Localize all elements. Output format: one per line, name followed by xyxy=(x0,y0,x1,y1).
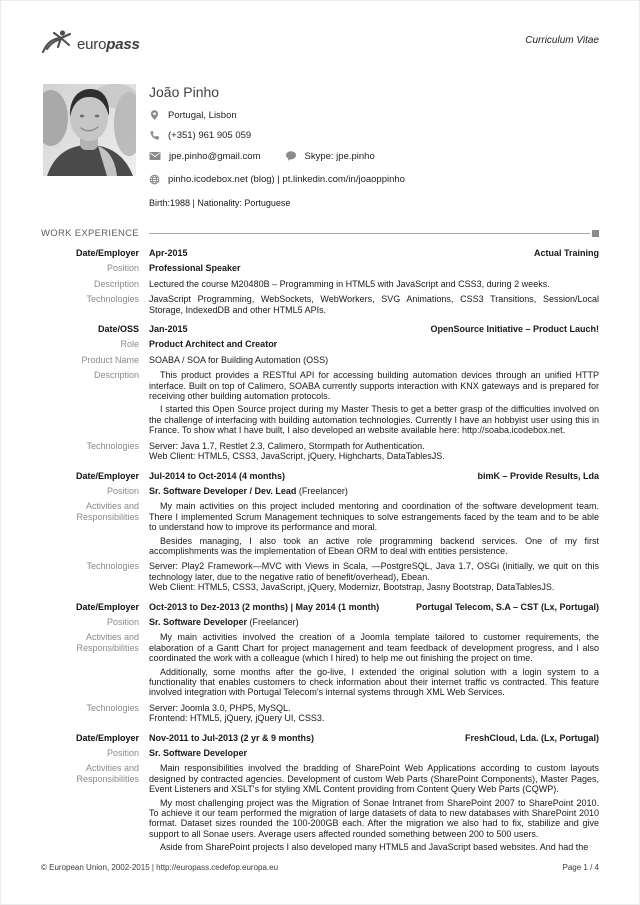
row-label: Technologies xyxy=(86,702,139,713)
globe-icon xyxy=(149,174,160,185)
work-experience-entry xyxy=(41,602,599,724)
row-label: Date/Employer xyxy=(75,601,139,612)
entry-date: Oct-2013 to Dez-2013 (2 months) | May 2014 (1 month) xyxy=(149,601,380,612)
profile-section xyxy=(43,84,599,208)
technology-line: Server: Joomla 3.0, PHP5, MySQL. xyxy=(149,702,291,713)
position-title: Professional Speaker xyxy=(149,263,241,274)
row-label: Role xyxy=(120,339,139,350)
work-experience-header xyxy=(41,228,599,239)
position-title: Sr. Software Developer xyxy=(149,616,248,627)
contact-location xyxy=(149,109,599,121)
paragraph: Aside from SharePoint projects I also developed many HTML5 and JavaScript based websites. And had the xyxy=(160,842,589,853)
entry-heading xyxy=(149,324,599,334)
row-label: Technologies xyxy=(86,440,139,451)
entry-row xyxy=(41,294,599,315)
speech-bubble-icon xyxy=(285,150,297,162)
entry-row xyxy=(41,561,599,592)
row-label: Date/Employer xyxy=(75,248,139,258)
footer-copyright: © European Union, 2002-2015 | http://europass.cedefop.europa.eu xyxy=(41,863,279,872)
paragraph: Besides managing, I also took an active role programming backend services. One of my first accomplishments was the implementation of Ebean ORM to deal with entities persistence. xyxy=(149,535,599,556)
row-label: Date/OSS xyxy=(97,324,139,335)
row-label: Position xyxy=(106,485,139,496)
contact-phone xyxy=(149,130,599,141)
entry-row xyxy=(41,501,599,556)
entry-heading xyxy=(149,471,599,481)
paragraph: My main activities on this project included mentoring and coordination of the software development team. There I implemented Scrum Management techniques to solve estrangements faced by the team and to be able to understand how to improve its performance and moral. xyxy=(149,501,599,533)
row-label: Product Name xyxy=(81,354,139,365)
entry-row xyxy=(41,703,599,724)
paragraph: This product provides a RESTful API for accessing building automation devices through an unified HTTP interface. Built on top of Calimero, SOABA currently supports interaction with KNX gateways and is prepared for receiving other building automation protocols. xyxy=(149,370,599,402)
work-experience-entry xyxy=(41,733,599,853)
row-content xyxy=(149,441,599,462)
row-content xyxy=(149,602,599,612)
row-content xyxy=(149,632,599,697)
row-label: Date/Employer xyxy=(75,470,139,481)
position-title: Sr. Software Developer xyxy=(149,748,248,759)
entry-row xyxy=(41,763,599,852)
row-content xyxy=(149,324,599,334)
row-content xyxy=(149,733,599,743)
row-content xyxy=(149,339,599,349)
entry-organization: Portugal Telecom, S.A – CST (Lx, Portugal) xyxy=(415,601,599,612)
entry-row xyxy=(41,486,599,496)
phone-text: (+351) 961 905 059 xyxy=(168,130,252,141)
technology-line: Web Client: HTML5, CSS3, JavaScript, jQuery, Highcharts, DataTablesJS. xyxy=(149,451,445,462)
entry-row xyxy=(41,602,599,612)
position-title: Sr. Software Developer / Dev. Lead xyxy=(149,485,297,496)
web-links-text: pinho.icodebox.net (blog) | pt.linkedin.com/in/joaoppinho xyxy=(168,174,405,185)
technology-line: Frontend: HTML5, jQuery, jQuery UI, CSS3. xyxy=(149,713,325,724)
contact-web xyxy=(149,174,599,185)
entry-row xyxy=(41,733,599,743)
row-content: SOABA / SOA for Building Automation (OSS) xyxy=(149,354,329,365)
row-content xyxy=(149,501,599,556)
row-content xyxy=(149,748,599,758)
birth-nationality-text: Birth:1988 | Nationality: Portuguese xyxy=(149,198,291,208)
paragraph: Main responsibilities involved the bradding of SharePoint Web Applications according to custom layouts designed by contracted agencies. Development of custom Web Parts (SharePoint Components), Master Pages, Event Listeners and XSLT's for styling XML Content providing from Content Query Web Parts (CQWP). xyxy=(149,763,599,795)
row-label: Activities and Responsibilities xyxy=(76,501,139,522)
footer-page-number: Page 1 / 4 xyxy=(562,863,599,872)
row-label: Description xyxy=(93,278,139,289)
entry-row xyxy=(41,617,599,627)
entry-row xyxy=(41,471,599,481)
work-experience-entry xyxy=(41,324,599,461)
section-end-square xyxy=(592,230,599,237)
technology-line: Server: Play2 Framework—MVC with Views in Scala, —PostgreSQL, Java 1.7, OSGi (initially, we quit on this technology later, due to the negative ratio of benefit/overhead), Ebean. xyxy=(149,561,599,582)
paragraph: Lectured the course M20480B – Programming in HTML5 with JavaScript and CSS3, during 2 weeks. xyxy=(149,278,550,289)
europass-star-icon xyxy=(41,29,75,60)
entry-row xyxy=(41,441,599,462)
row-content: Sr. Software Developer / Dev. Lead (Freelancer) xyxy=(149,485,348,496)
row-content xyxy=(149,279,599,289)
phone-icon xyxy=(149,130,160,141)
row-content xyxy=(149,294,599,315)
entry-row xyxy=(41,324,599,334)
row-content: Sr. Software Developer (Freelancer) xyxy=(149,616,299,627)
entry-organization: OpenSource Initiative – Product Lauch! xyxy=(430,324,599,335)
profile-photo xyxy=(43,84,136,176)
section-title: WORK EXPERIENCE xyxy=(41,228,139,239)
entry-date: Apr-2015 xyxy=(149,248,188,258)
map-pin-icon xyxy=(149,109,160,121)
row-content xyxy=(149,763,599,852)
section-divider-line xyxy=(149,233,590,234)
paragraph: I started this Open Source project during my Master Thesis to get a better grasp of the difficulties involved on the challenge of interfacing with building automation technologies. Currently I have an hobbyist user using this in France. To show what I have built, I also developed an website available here: http://soaba.icodebox.net. xyxy=(149,404,599,436)
document-type-label: Curriculum Vitae xyxy=(525,35,599,46)
row-content xyxy=(149,263,599,273)
profile-details xyxy=(149,84,599,208)
entry-row xyxy=(41,748,599,758)
europass-logo-text: europass xyxy=(77,36,140,53)
europass-logo xyxy=(41,29,140,60)
entry-row xyxy=(41,263,599,273)
skype-text: Skype: jpe.pinho xyxy=(304,150,375,162)
entry-row xyxy=(41,632,599,697)
entry-heading xyxy=(149,733,599,743)
entry-row xyxy=(41,339,599,349)
profile-name: João Pinho xyxy=(149,84,220,100)
page-header xyxy=(41,29,599,60)
page-footer xyxy=(41,863,599,872)
row-content xyxy=(149,561,599,592)
entry-heading xyxy=(149,602,599,612)
row-label: Position xyxy=(106,748,139,759)
work-experience-entry xyxy=(41,248,599,315)
row-content xyxy=(149,703,599,724)
paragraph: Additionally, some months after the go-live, I extended the original solution with a login system to a functionality that enables customers to check information about their internet traffic vs contracted. This feature involved integration with Portugal Telecom's internal systems through XML Web Services. xyxy=(149,666,599,698)
entry-organization: Actual Training xyxy=(533,248,599,258)
contact-email-skype xyxy=(149,150,599,162)
row-label: Position xyxy=(106,263,139,274)
row-label: Technologies xyxy=(86,294,139,305)
row-label: Description xyxy=(93,370,139,381)
paragraph: My main activities involved the creation of a Joomla template tailored to customer requirements, the elaboration of a Gantt Chart for project management and team feedback of development progress, and I also coordinated the work with a colleague (which I hired) to help me out finishing the project on time. xyxy=(149,632,599,664)
entry-row xyxy=(41,279,599,289)
technology-line: JavaScript Programming, WebSockets, WebWorkers, SVG Animations, CSS3 Transitions, Session/Local Storage, IndexedDB and other HTML5 APIs. xyxy=(149,294,599,315)
entry-date: Jul-2014 to Oct-2014 (4 months) xyxy=(149,470,286,481)
envelope-icon xyxy=(149,151,161,161)
entry-date: Nov-2011 to Jul-2013 (2 yr & 9 months) xyxy=(149,732,315,743)
row-content xyxy=(149,248,599,258)
row-label: Activities and Responsibilities xyxy=(76,632,139,653)
entry-heading xyxy=(149,248,599,258)
row-label: Technologies xyxy=(86,561,139,572)
row-label: Date/Employer xyxy=(75,732,139,743)
location-text: Portugal, Lisbon xyxy=(168,109,237,121)
paragraph: My most challenging project was the Migration of Sonae Intranet from SharePoint 2007 to SharePoint 2010. To achieve it our team performed the migration of large datasets of data to new databases with SharePoint 2010 format. Dataset sizes rounded the 100-200GB each. After the migration we also had to fix, stabilize and give support to all Sonae users. Average users affected rounded something between 200 to 500 users. xyxy=(149,797,599,839)
entry-row xyxy=(41,355,599,365)
entry-organization: bimK – Provide Results, Lda xyxy=(477,470,599,481)
technology-line: Web Client: HTML5, CSS3, JavaScript, jQuery, Modernizr, Bootstrap, Jasny Bootstrap, DataTablesJS. xyxy=(149,582,555,593)
row-label: Activities and Responsibilities xyxy=(76,763,139,784)
work-experience-entry xyxy=(41,471,599,593)
entry-row xyxy=(41,370,599,435)
entry-row xyxy=(41,248,599,258)
position-title: Product Architect and Creator xyxy=(149,339,278,350)
work-experience-entries xyxy=(41,248,599,853)
row-label: Position xyxy=(106,616,139,627)
row-content xyxy=(149,370,599,435)
technology-line: Server: Java 1.7, Restlet 2.3, Calimero, Stormpath for Authentication. xyxy=(149,440,425,451)
entry-organization: FreshCloud, Lda. (Lx, Portugal) xyxy=(464,732,599,743)
entry-date: Jan-2015 xyxy=(149,324,188,335)
email-text: jpe.pinho@gmail.com xyxy=(169,150,261,162)
row-content xyxy=(149,471,599,481)
